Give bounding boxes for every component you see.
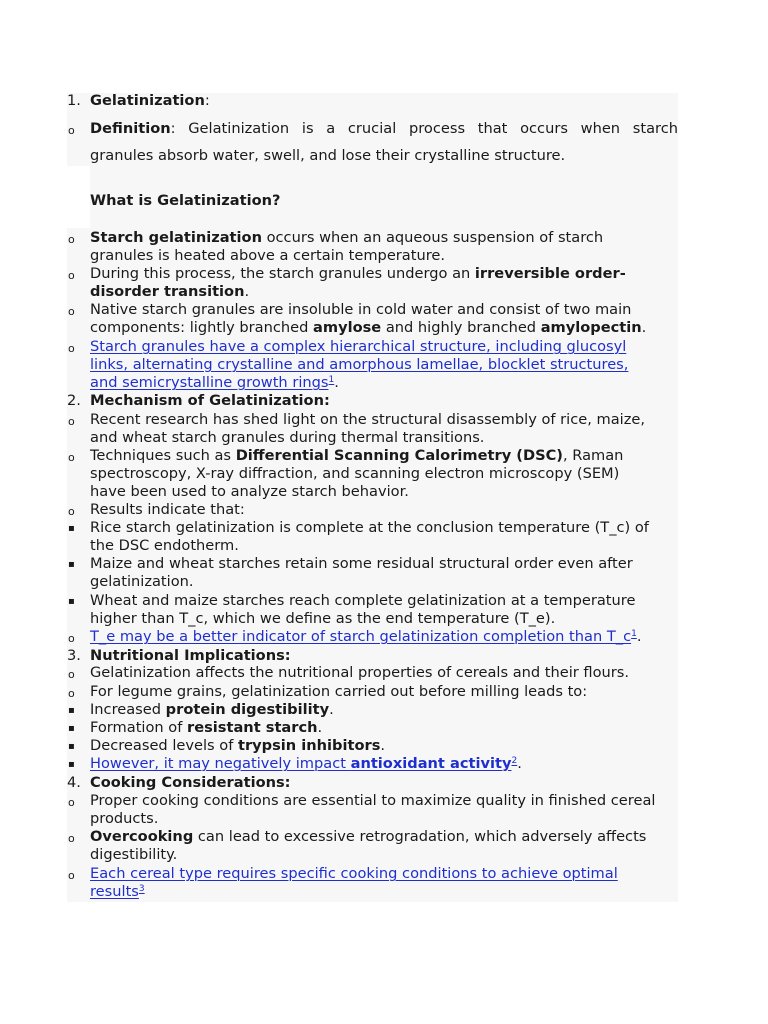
bullet-circle: o bbox=[68, 415, 75, 428]
list-item: During this process, the starch granules undergo an irreversible order- bbox=[90, 265, 626, 282]
footnote-ref[interactable]: 1 bbox=[631, 629, 637, 639]
section-heading: Nutritional Implications: bbox=[90, 647, 291, 664]
list-item-link[interactable]: T_e may be a better indicator of starch gelatinization completion than $T\_c^1$. bbox=[90, 628, 642, 645]
bullet-square: ▪ bbox=[68, 705, 75, 716]
list-item-link[interactable]: Each cereal type requires specific cooking conditions to achieve optimal bbox=[90, 865, 618, 882]
bullet-circle: o bbox=[68, 451, 75, 464]
list-item: Results indicate that: bbox=[90, 501, 245, 518]
list-item: Proper cooking conditions are essential to maximize quality in finished cereal bbox=[90, 792, 656, 809]
bullet-square: ▪ bbox=[68, 723, 75, 734]
list-item-cont: and wheat starch granules during thermal transitions. bbox=[90, 429, 485, 446]
list-item: Native starch granules are insoluble in cold water and consist of two main bbox=[90, 301, 632, 318]
bullet-circle: o bbox=[68, 124, 75, 137]
subheading: What is Gelatinization? bbox=[90, 192, 281, 209]
bullet-circle: o bbox=[68, 832, 75, 845]
list-number: 4. bbox=[67, 774, 81, 791]
footnote-ref[interactable]: 3 bbox=[138, 884, 145, 894]
list-item: Techniques such as Differential Scanning Calorimetry (DSC), Raman bbox=[90, 447, 624, 464]
bullet-circle: o bbox=[68, 869, 75, 882]
list-item-link-cont[interactable]: and semicrystalline growth rings$^1$. bbox=[90, 374, 339, 391]
sub-item-cont: the DSC endotherm. bbox=[90, 537, 239, 554]
list-item-cont: products. bbox=[90, 810, 159, 827]
bullet-square: ▪ bbox=[68, 559, 75, 570]
list-number: 2. bbox=[67, 392, 81, 409]
sub-item: Rice starch gelatinization is complete at the conclusion temperature (T_c) of bbox=[90, 519, 649, 536]
list-item: Starch gelatinization occurs when an aqueous suspension of starch bbox=[90, 229, 604, 246]
footnote-ref[interactable]: 2 bbox=[511, 756, 518, 766]
sub-item: Decreased levels of trypsin inhibitors. bbox=[90, 737, 386, 754]
list-item: Gelatinization affects the nutritional properties of cereals and their flours. bbox=[90, 664, 630, 681]
section-heading: Gelatinization: bbox=[90, 92, 210, 109]
section-heading: Mechanism of Gelatinization: bbox=[90, 392, 330, 409]
definition-line-1: Definition: Gelatinization is a crucial process that occurs when starch bbox=[90, 120, 678, 137]
footnote-ref[interactable]: 1 bbox=[328, 375, 335, 385]
list-item-link[interactable]: Starch granules have a complex hierarchical structure, including glucosyl bbox=[90, 338, 627, 355]
bullet-circle: o bbox=[68, 632, 75, 645]
bullet-circle: o bbox=[68, 505, 75, 518]
list-item-cont: digestibility. bbox=[90, 846, 178, 863]
bullet-circle: o bbox=[68, 305, 75, 318]
list-item-cont: components: lightly branched amylose and highly branched amylopectin. bbox=[90, 319, 647, 336]
bullet-square: ▪ bbox=[68, 741, 75, 752]
sub-item: Wheat and maize starches reach complete gelatinization at a temperature bbox=[90, 592, 636, 609]
sub-item-link[interactable]: However, it may negatively impact antioxidant activity$^2$. bbox=[90, 755, 522, 772]
bullet-circle: o bbox=[68, 796, 75, 809]
sub-item: Increased protein digestibility. bbox=[90, 701, 334, 718]
sub-item-cont: higher than T_c, which we define as the end temperature (T_e). bbox=[90, 610, 556, 627]
list-item: Recent research has shed light on the structural disassembly of rice, maize, bbox=[90, 411, 646, 428]
section-heading: Cooking Considerations: bbox=[90, 774, 291, 791]
definition-line-2: granules absorb water, swell, and lose their crystalline structure. bbox=[90, 147, 566, 164]
list-item-link-cont[interactable]: links, alternating crystalline and amorphous lamellae, blocklet structures, bbox=[90, 356, 629, 373]
sub-item-cont: gelatinization. bbox=[90, 573, 194, 590]
list-item-cont: granules is heated above a certain temperature. bbox=[90, 247, 446, 264]
sub-item: Formation of resistant starch. bbox=[90, 719, 323, 736]
bullet-circle: o bbox=[68, 233, 75, 246]
list-number: 1. bbox=[67, 92, 81, 109]
bullet-circle: o bbox=[68, 668, 75, 681]
list-item: For legume grains, gelatinization carried out before milling leads to: bbox=[90, 683, 588, 700]
bullet-square: ▪ bbox=[68, 523, 75, 534]
margin-gap bbox=[67, 166, 90, 228]
bullet-circle: o bbox=[68, 687, 75, 700]
bullet-circle: o bbox=[68, 342, 75, 355]
sub-item: Maize and wheat starches retain some residual structural order even after bbox=[90, 555, 633, 572]
list-item-cont: have been used to analyze starch behavior. bbox=[90, 483, 409, 500]
list-item-cont: spectroscopy, X-ray diffraction, and scanning electron microscopy (SEM) bbox=[90, 465, 620, 482]
list-number: 3. bbox=[67, 647, 81, 664]
bullet-square: ▪ bbox=[68, 596, 75, 607]
list-item-link-cont[interactable]: results$^3$ bbox=[90, 883, 145, 900]
bullet-square: ▪ bbox=[68, 759, 75, 770]
list-item-cont: disorder transition. bbox=[90, 283, 250, 300]
list-item: Overcooking can lead to excessive retrogradation, which adversely affects bbox=[90, 828, 647, 845]
bullet-circle: o bbox=[68, 269, 75, 282]
